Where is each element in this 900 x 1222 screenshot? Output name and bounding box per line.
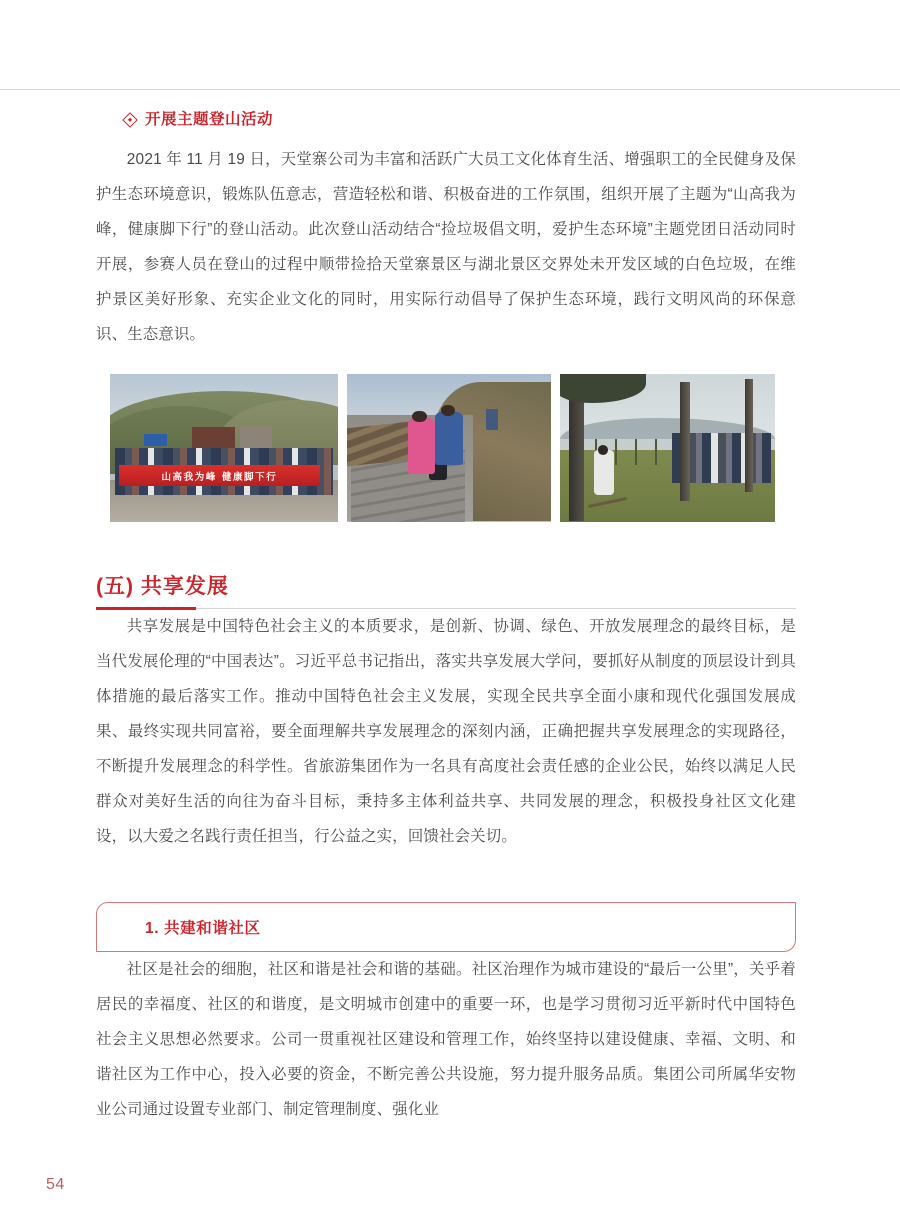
photo-litter-pickup [347,374,551,522]
activity-heading-label: 开展主题登山活动 [145,111,274,128]
activity-heading [123,112,796,128]
photo-park-cleanup [560,374,775,522]
page-content [96,112,796,1127]
photo-banner [119,465,320,486]
paragraph-harmonious-community: 社区是社会的细胞，社区和谐是社会和谐的基础。社区治理作为城市建设的“最后一公里”，关乎着居民的幸福度、社区的和谐度，是文明城市创建中的重要一环，也是学习贯彻习近平新时代中国特色社会主义思想必然要求。公司一贯重视社区建设和管理工作，始终坚持以建设健康、幸福、文明、和谐社区为工作中心，投入必要的资金，不断完善公共设施，努力提升服务品质。集团公司所属华安物业公司通过设置专业部门、制定管理制度、强化业 [96,960,796,1118]
photo-row [110,374,780,522]
page-number: 54 [46,1176,65,1193]
diamond-icon [123,113,136,126]
photo-banner-text: 山高我为峰 健康脚下行 [161,471,278,483]
subsection-heading-box [96,902,796,952]
photo-mountain-group [110,374,338,522]
subsection-heading-label: 1. 共建和谐社区 [145,919,261,937]
section-heading-label: (五) 共享发展 [96,574,229,598]
paragraph-shared-development: 共享发展是中国特色社会主义的本质要求，是创新、协调、绿色、开放发展理念的最终目标，是当代发展伦理的“中国表达”。习近平总书记指出，落实共享发展大学问，要抓好从制度的顶层设计到具体措施的最后落实工作。推动中国特色社会主义发展，实现全民共享全面小康和现代化强国发展成果、最终实现共同富裕，要全面理解共享发展理念的深刻内涵，正确把握共享发展理念的实现路径，不断提升发展理念的科学性。省旅游集团作为一名具有高度社会责任感的企业公民，始终以满足人民群众对美好生活的向往为奋斗目标，秉持多主体利益共享、共同发展的理念，积极投身社区文化建设，以大爱之名践行责任担当，行公益之实，回馈社会关切。 [96,617,796,845]
page-top-rule [0,89,900,90]
section-heading [96,574,796,609]
section-heading-rule [96,608,796,609]
paragraph-climbing-activity: 2021 年 11 月 19 日，天堂寨公司为丰富和活跃广大员工文化体育生活、增强职工的全民健身及保护生态环境意识，锻炼队伍意志，营造轻松和谐、积极奋进的工作氛围，组织开展了主题为“山高我为峰，健康脚下行”的登山活动。此次登山活动结合“捡垃圾倡文明，爱护生态环境”主题党团日活动同时开展，参赛人员在登山的过程中顺带捡拾天堂寨景区与湖北景区交界处未开发区域的白色垃圾，在维护景区美好形象、充实企业文化的同时，用实际行动倡导了保护生态环境，践行文明风尚的环保意识、生态意识。 [96,150,796,343]
